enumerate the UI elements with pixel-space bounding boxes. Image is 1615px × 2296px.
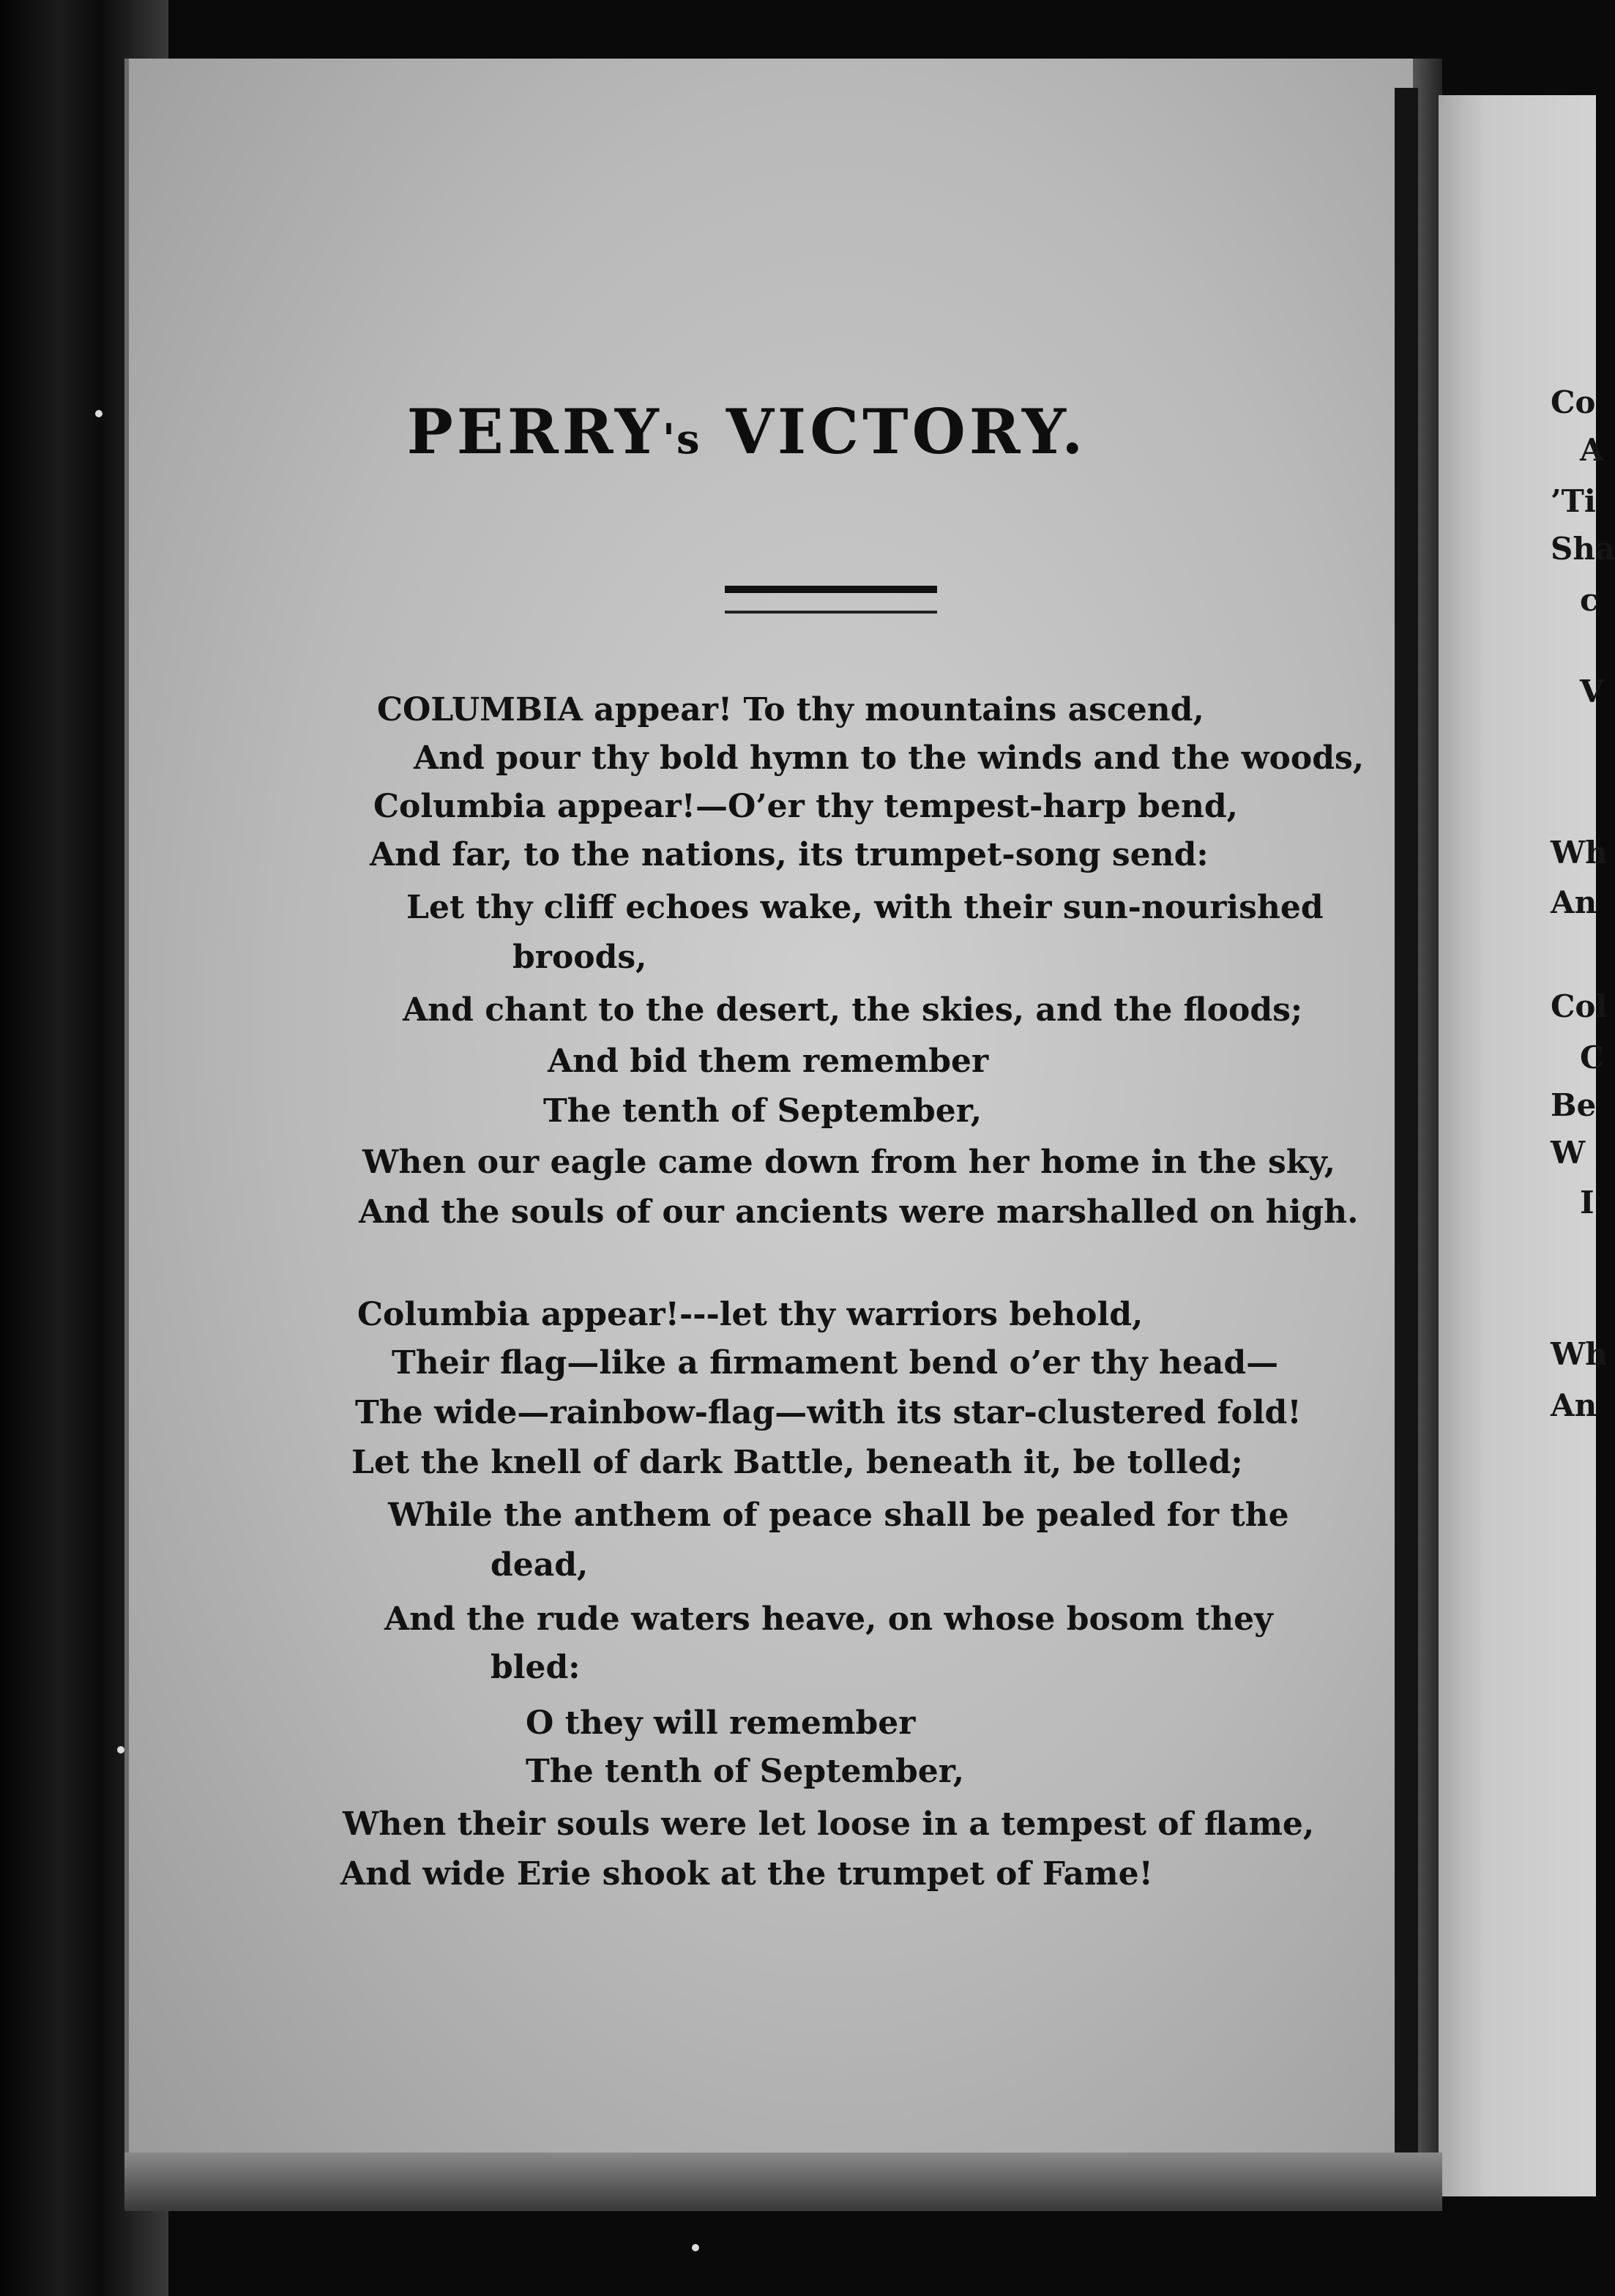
poem-line: And the souls of our ancients were marshalled on high.: [359, 1193, 1359, 1231]
title-part-2: VICTORY.: [726, 395, 1087, 468]
fragment: A: [1580, 432, 1604, 468]
fragment: Be: [1551, 1087, 1597, 1123]
fragment: ’Ti: [1551, 483, 1596, 519]
poem-line: Columbia appear!---let thy warriors behold,: [357, 1296, 1144, 1333]
fragment: Wh: [1551, 835, 1608, 871]
poem-line: And pour thy bold hymn to the winds and the woods,: [414, 739, 1365, 777]
poem-line: broods,: [512, 939, 647, 976]
fragment: V: [1580, 674, 1604, 709]
poem-line: O they will remember: [526, 1704, 916, 1742]
poem-line: When our eagle came down from her home in the sky,: [362, 1144, 1335, 1181]
title-apostrophe: 's: [662, 415, 701, 463]
title-rule: [725, 586, 937, 614]
title-part-1: PERRY: [406, 395, 663, 468]
fragment: Wh: [1551, 1336, 1608, 1372]
scan-speck: [692, 2244, 699, 2251]
poem-line: And far, to the nations, its trumpet-song send:: [370, 836, 1209, 873]
poem-line: Let thy cliff echoes wake, with their sun-nourished: [406, 889, 1324, 926]
fragment: Col: [1551, 988, 1608, 1024]
poem-line: bled:: [491, 1649, 581, 1686]
poem-line: dead,: [491, 1546, 589, 1584]
poem-line: Let the knell of dark Battle, beneath it, be tolled;: [351, 1444, 1243, 1481]
poem-line: While the anthem of peace shall be pealed for the: [388, 1496, 1289, 1534]
poem-line: The wide—rainbow-flag—with its star-clustered fold!: [355, 1394, 1302, 1431]
fragment: Co: [1551, 384, 1596, 420]
fragment: C: [1580, 1040, 1605, 1076]
poem-line: COLUMBIA appear! To thy mountains ascend,: [377, 691, 1204, 728]
poem-line: The tenth of September,: [526, 1753, 965, 1790]
scan-speck: [117, 1746, 124, 1753]
poem-line: The tenth of September,: [543, 1092, 982, 1130]
poem-line: And bid them remember: [548, 1043, 989, 1080]
fragment: An: [1551, 1387, 1597, 1423]
fragment: c: [1580, 582, 1599, 618]
poem-line: Their flag—like a firmament bend o’er thy head—: [392, 1344, 1279, 1382]
poem-line: And chant to the desert, the skies, and the floods;: [403, 991, 1303, 1029]
poem-title: [0, 395, 1545, 468]
fragment: Sha: [1551, 531, 1615, 567]
fragment: An: [1551, 884, 1597, 920]
fragment: W: [1551, 1135, 1586, 1171]
fragment: I: [1580, 1185, 1595, 1220]
poem-line: Columbia appear!—O’er thy tempest-harp bend,: [373, 788, 1238, 825]
poem-line: And wide Erie shook at the trumpet of Fame!: [340, 1855, 1153, 1893]
poem-line: When their souls were let loose in a tempest of flame,: [343, 1805, 1315, 1843]
scan-speck: [95, 410, 102, 417]
poem-line: And the rude waters heave, on whose bosom they: [384, 1600, 1273, 1638]
